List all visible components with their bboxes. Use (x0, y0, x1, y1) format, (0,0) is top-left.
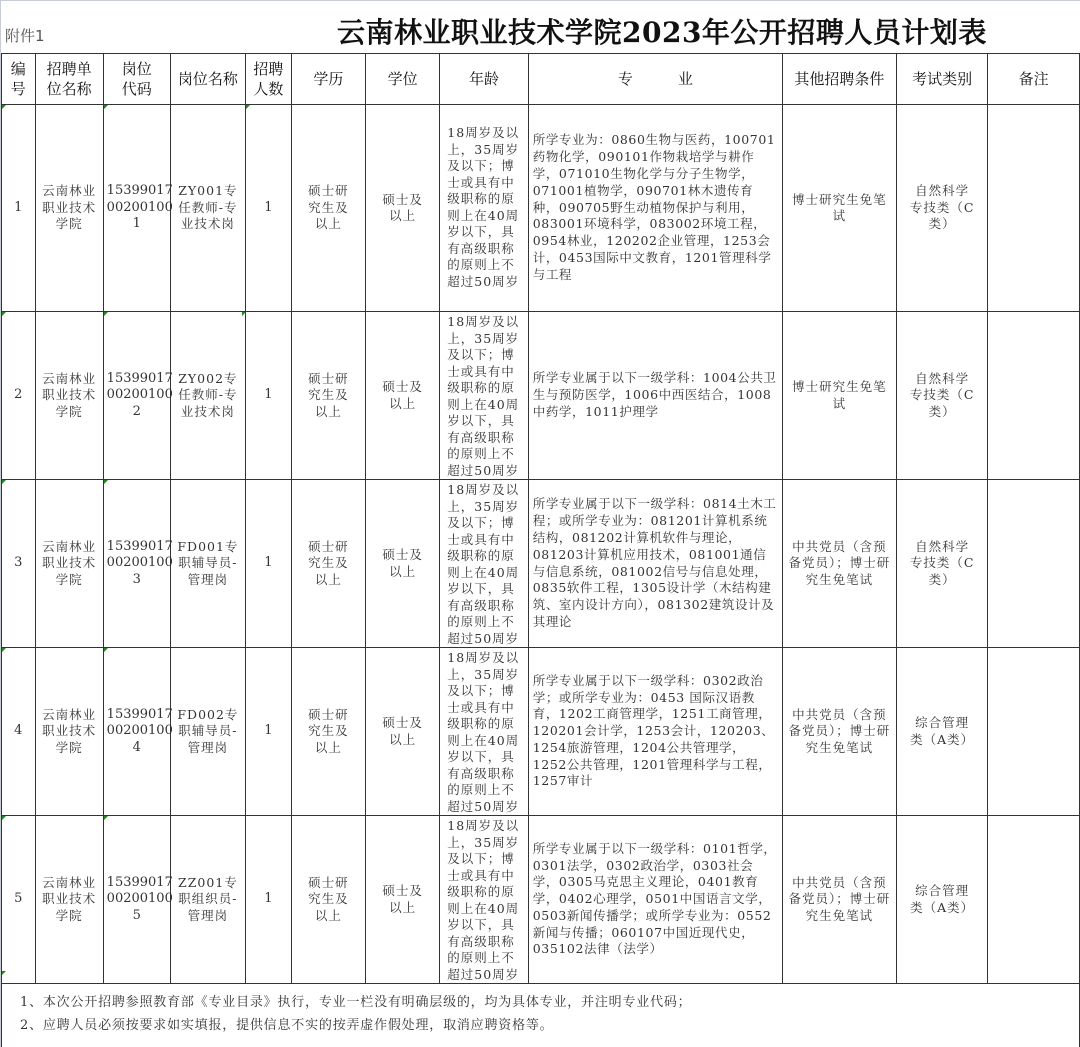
cell-degree[interactable]: 硕士及以上 (366, 312, 440, 480)
cell-other-conditions[interactable]: 中共党员（含预备党员）；博士研究生免笔试 (782, 816, 896, 984)
cell-degree[interactable]: 硕士及以上 (366, 105, 440, 312)
cell-count[interactable]: 1 (246, 816, 292, 984)
cell-age[interactable]: 18周岁及以上，35周岁及以下；博士或具有中级职称的原则上在40周岁以下，具有高级职称的原则上不超过50周岁 (440, 816, 528, 984)
cell-remark[interactable] (988, 648, 1080, 816)
cell-remark[interactable] (988, 480, 1080, 648)
cell-position[interactable]: ZZ001专职组织员-管理岗 (170, 816, 245, 984)
cell-major[interactable]: 所学专业属于以下一级学科：1004公共卫生与预防医学，1006中西医结合，1008中药学，1011护理学 (528, 312, 782, 480)
table-row (2, 105, 1080, 312)
cell-other-conditions[interactable]: 博士研究生免笔试 (782, 105, 896, 312)
header-row (2, 54, 1080, 105)
cell-major[interactable]: 所学专业属于以下一级学科：0814土木工程；或所学专业为：081201计算机系统结构，081202计算机软件与理论，081203计算机应用技术，081001通信与信息系统，081002信号与信息处理，0835软件工程，1305设计学（木结构建筑、室内设计方向），081302建筑设计及其理论 (528, 480, 782, 648)
cell-age[interactable]: 18周岁及以上，35周岁及以下；博士或具有中级职称的原则上在40周岁以下，具有高级职称的原则上不超过50周岁 (440, 648, 528, 816)
note-item: 2、应聘人员必须按要求如实填报，提供信息不实的按弄虚作假处理，取消应聘资格等。 (20, 1018, 554, 1033)
title-row (1, 1, 1080, 53)
cell-remark[interactable] (988, 105, 1080, 312)
cell-comment-marker-icon (2, 480, 6, 484)
cell-no[interactable]: 3 (2, 480, 36, 648)
cell-major[interactable]: 所学专业属于以下一级学科：0101哲学，0301法学，0302政治学，0303社会学，0305马克思主义理论，0401教育学，0402心理学，0501中国语言文学，0503新闻传播学；或所学专业为：0552新闻与传播；060107中国近现代史，035102法律（法学） (528, 816, 782, 984)
table-row (2, 648, 1080, 816)
cell-code[interactable]: 15399017 00200100 2 (103, 312, 170, 480)
col-header-other[interactable]: 其他招聘条件 (782, 54, 896, 105)
cell-comment-marker-icon (104, 648, 108, 652)
cell-remark[interactable] (988, 312, 1080, 480)
cell-comment-marker-icon (2, 648, 6, 652)
cell-unit[interactable]: 云南林业职业技术学院 (35, 105, 103, 312)
col-header-count[interactable]: 招聘人数 (246, 54, 292, 105)
table-row (2, 312, 1080, 480)
recruitment-plan-table (1, 53, 1080, 984)
cell-comment-marker-icon (2, 816, 6, 820)
cell-position[interactable]: ZY001专任教师-专业技术岗 (170, 105, 245, 312)
table-row (2, 816, 1080, 984)
cell-unit[interactable]: 云南林业职业技术学院 (35, 648, 103, 816)
cell-degree[interactable]: 硕士及以上 (366, 816, 440, 984)
cell-comment-marker-icon (2, 971, 6, 975)
cell-education[interactable]: 硕士研究生及以上 (291, 816, 365, 984)
cell-degree[interactable]: 硕士及以上 (366, 648, 440, 816)
cell-comment-marker-icon (104, 312, 108, 316)
cell-education[interactable]: 硕士研究生及以上 (291, 312, 365, 480)
cell-major[interactable]: 所学专业为：0860生物与医药，100701药物化学，090101作物栽培学与耕作学，071010生物化学与分子生物学，071001植物学，090701林木遗传育种，090705野生动植物保护与利用，083001环境科学，083002环境工程，0954林业，120202企业管理，1253会计，0453国际中文教育，1201管理科学与工程 (528, 105, 782, 312)
cell-no[interactable]: 5 (2, 816, 36, 984)
cell-remark[interactable] (988, 816, 1080, 984)
page-title: 云南林业职业技术学院2023年公开招聘人员计划表 (337, 16, 987, 49)
col-header-degree[interactable]: 学位 (366, 54, 440, 105)
col-header-exam[interactable]: 考试类别 (896, 54, 988, 105)
cell-code[interactable]: 15399017 00200100 3 (103, 480, 170, 648)
table-row (2, 480, 1080, 648)
cell-unit[interactable]: 云南林业职业技术学院 (35, 816, 103, 984)
cell-exam-type[interactable]: 综合管理类（A类） (896, 816, 988, 984)
cell-position[interactable]: ZY002专任教师-专业技术岗 (170, 312, 245, 480)
cell-code[interactable]: 15399017 00200100 5 (103, 816, 170, 984)
cell-education[interactable]: 硕士研究生及以上 (291, 105, 365, 312)
cell-other-conditions[interactable]: 中共党员（含预备党员）；博士研究生免笔试 (782, 480, 896, 648)
cell-count[interactable]: 1 (246, 480, 292, 648)
col-header-position[interactable]: 岗位名称 (170, 54, 245, 105)
cell-age[interactable]: 18周岁及以上，35周岁及以下；博士或具有中级职称的原则上在40周岁以下，具有高级职称的原则上不超过50周岁 (440, 312, 528, 480)
cell-age[interactable]: 18周岁及以上，35周岁及以下；博士或具有中级职称的原则上在40周岁以下，具有高级职称的原则上不超过50周岁 (440, 105, 528, 312)
cell-position[interactable]: FD001专职辅导员-管理岗 (170, 480, 245, 648)
cell-major[interactable]: 所学专业属于以下一级学科：0302政治学；或所学专业为：0453 国际汉语教育，1202工商管理学，1251工商管理，120201会计学，1253会计，120203、1254旅游管理，1204公共管理学，1252公共管理，1201管理科学与工程，1257审计 (528, 648, 782, 816)
col-header-age[interactable]: 年龄 (440, 54, 528, 105)
cell-comment-marker-icon (104, 480, 108, 484)
cell-exam-type[interactable]: 自然科学专技类（C类） (896, 312, 988, 480)
cell-exam-type[interactable]: 自然科学专技类（C类） (896, 105, 988, 312)
cell-position[interactable]: FD002专职辅导员-管理岗 (170, 648, 245, 816)
cell-exam-type[interactable]: 自然科学专技类（C类） (896, 480, 988, 648)
cell-comment-marker-icon (2, 312, 6, 316)
cell-no[interactable]: 1 (2, 105, 36, 312)
col-header-code[interactable]: 岗位代码 (103, 54, 170, 105)
col-header-unit[interactable]: 招聘单位名称 (35, 54, 103, 105)
col-header-no[interactable]: 编号 (2, 54, 36, 105)
cell-count[interactable]: 1 (246, 312, 292, 480)
col-header-major[interactable]: 专 业 (528, 54, 782, 105)
cell-count[interactable]: 1 (246, 105, 292, 312)
attachment-label: 附件1 (5, 27, 45, 45)
col-header-education[interactable]: 学历 (291, 54, 365, 105)
cell-comment-marker-icon (246, 105, 250, 109)
col-header-remark[interactable]: 备注 (988, 54, 1080, 105)
cell-code[interactable]: 15399017 00200100 1 (103, 105, 170, 312)
cell-no[interactable]: 2 (2, 312, 36, 480)
cell-comment-marker-icon (104, 105, 108, 109)
cell-age[interactable]: 18周岁及以上，35周岁及以下；博士或具有中级职称的原则上在40周岁以下，具有高级职称的原则上不超过50周岁 (440, 480, 528, 648)
cell-other-conditions[interactable]: 博士研究生免笔试 (782, 312, 896, 480)
cell-degree[interactable]: 硕士及以上 (366, 480, 440, 648)
cell-unit[interactable]: 云南林业职业技术学院 (35, 312, 103, 480)
cell-other-conditions[interactable]: 中共党员（含预备党员）；博士研究生免笔试 (782, 648, 896, 816)
notes-section[interactable] (1, 971, 1080, 1047)
cell-code[interactable]: 15399017 00200100 4 (103, 648, 170, 816)
cell-comment-marker-icon (2, 105, 6, 109)
cell-count[interactable]: 1 (246, 648, 292, 816)
cell-exam-type[interactable]: 综合管理类（A类） (896, 648, 988, 816)
cell-unit[interactable]: 云南林业职业技术学院 (35, 480, 103, 648)
note-item: 1、本次公开招聘参照教育部《专业目录》执行，专业一栏没有明确层级的，均为具体专业，并注明专业代码； (20, 995, 692, 1010)
cell-comment-marker-icon (104, 816, 108, 820)
cell-no[interactable]: 4 (2, 648, 36, 816)
cell-education[interactable]: 硕士研究生及以上 (291, 480, 365, 648)
cell-education[interactable]: 硕士研究生及以上 (291, 648, 365, 816)
